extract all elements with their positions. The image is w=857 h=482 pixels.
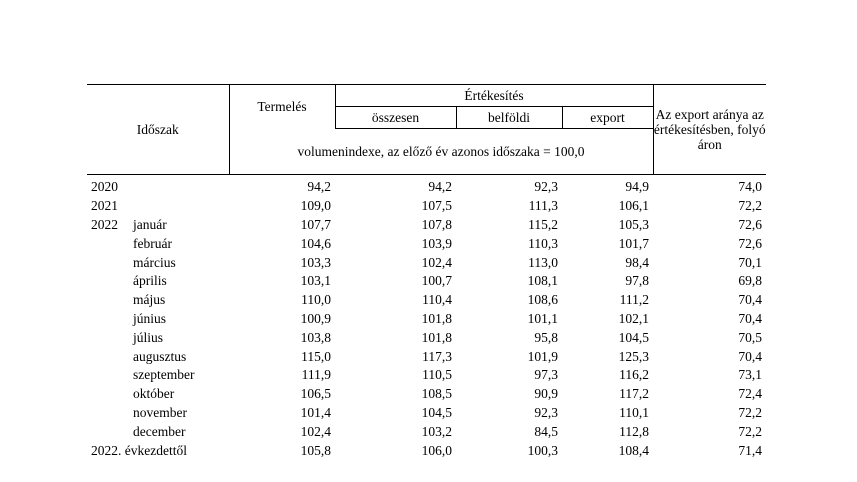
sales-export-cell: 98,4 — [625, 254, 649, 270]
sales-total-cell: 101,8 — [421, 329, 452, 345]
sales-export-cell: 125,3 — [618, 348, 649, 364]
period-cell — [87, 234, 229, 253]
sales-export-cell: 104,5 — [618, 329, 649, 345]
export-share-cell: 72,2 — [738, 198, 762, 214]
sales-export-cell: 97,8 — [625, 273, 649, 289]
export-share-cell: 71,4 — [738, 442, 762, 458]
period-cell — [87, 366, 229, 385]
table-row — [87, 291, 766, 310]
sales-domestic-cell: 90,9 — [534, 386, 558, 402]
year-label: 2020 — [91, 179, 118, 195]
export-share-cell: 74,0 — [738, 179, 762, 195]
period-cell — [87, 272, 229, 291]
sales-domestic-cell: 101,1 — [527, 310, 558, 326]
sales-export-cell: 111,2 — [619, 292, 649, 308]
production-cell: 102,4 — [300, 423, 331, 439]
summary-label: 2022. évkezdettől — [91, 442, 187, 458]
sales-domestic-cell: 111,3 — [528, 198, 558, 214]
month-label: június — [133, 310, 167, 326]
export-share-cell: 70,4 — [738, 310, 762, 326]
summary-row — [87, 441, 766, 460]
month-label: augusztus — [133, 348, 187, 364]
export-share-cell: 72,2 — [738, 404, 762, 420]
header-volume-index-note: volumenindexe, az előző év azonos időszaka = 100,0 — [229, 129, 653, 175]
period-cell — [87, 328, 229, 347]
sales-total-cell: 108,5 — [421, 386, 452, 402]
sales-total-cell: 103,2 — [421, 423, 452, 439]
month-label: május — [133, 292, 166, 308]
month-label: szeptember — [133, 367, 195, 383]
header-sales: Értékesítés — [335, 85, 653, 107]
sales-total-cell: 106,0 — [421, 442, 452, 458]
production-cell: 110,0 — [301, 292, 331, 308]
sales-domestic-cell: 95,8 — [534, 329, 558, 345]
period-cell — [87, 291, 229, 310]
sales-total-cell: 102,4 — [421, 254, 452, 270]
month-label: március — [133, 254, 176, 270]
table-row — [87, 216, 766, 235]
table-row — [87, 328, 766, 347]
period-cell — [87, 197, 229, 216]
sales-total-cell: 101,8 — [421, 310, 452, 326]
table-row — [87, 385, 766, 404]
export-share-cell: 70,5 — [738, 329, 762, 345]
production-cell: 103,8 — [300, 329, 331, 345]
production-cell: 94,2 — [307, 179, 331, 195]
sales-domestic-cell: 108,6 — [527, 292, 558, 308]
month-label: július — [133, 329, 164, 345]
month-label: december — [133, 423, 186, 439]
period-cell — [87, 253, 229, 272]
sales-total-cell: 107,8 — [421, 216, 452, 232]
header-export-share: Az export aránya az értékesítésben, folyó áron — [653, 85, 766, 175]
export-share-cell: 73,1 — [738, 367, 762, 383]
table-body — [87, 175, 766, 460]
sales-export-cell: 110,1 — [619, 404, 649, 420]
month-label: április — [133, 273, 167, 289]
production-cell: 105,8 — [300, 442, 331, 458]
period-cell — [87, 310, 229, 329]
table-row — [87, 234, 766, 253]
year-label: 2021 — [91, 198, 118, 214]
export-share-cell: 70,4 — [738, 348, 762, 364]
period-cell — [87, 216, 229, 235]
sales-domestic-cell: 115,2 — [528, 216, 558, 232]
month-label: január — [133, 216, 167, 232]
production-cell: 111,9 — [301, 367, 331, 383]
export-share-cell: 70,1 — [738, 254, 762, 270]
sales-export-cell: 112,8 — [619, 423, 649, 439]
table-row — [87, 175, 766, 197]
export-share-cell: 72,2 — [738, 423, 762, 439]
export-share-cell: 70,4 — [738, 292, 762, 308]
table-row — [87, 310, 766, 329]
month-label: november — [133, 404, 187, 420]
sales-domestic-cell: 100,3 — [527, 442, 558, 458]
header-production: Termelés — [229, 85, 335, 129]
table-row — [87, 253, 766, 272]
table-row — [87, 272, 766, 291]
sales-domestic-cell: 101,9 — [527, 348, 558, 364]
industry-volume-table — [87, 84, 766, 460]
sales-export-cell: 101,7 — [618, 235, 649, 251]
year-label: 2022 — [91, 216, 118, 232]
sales-total-cell: 107,5 — [421, 198, 452, 214]
sales-export-cell: 106,1 — [618, 198, 649, 214]
sales-domestic-cell: 92,3 — [534, 179, 558, 195]
production-cell: 104,6 — [300, 235, 331, 251]
sales-domestic-cell: 113,0 — [528, 254, 558, 270]
sales-export-cell: 116,2 — [619, 367, 649, 383]
production-cell: 106,5 — [300, 386, 331, 402]
production-cell: 107,7 — [300, 216, 331, 232]
sales-export-cell: 102,1 — [618, 310, 649, 326]
sales-total-cell: 100,7 — [421, 273, 452, 289]
sales-export-cell: 108,4 — [618, 442, 649, 458]
sales-domestic-cell: 92,3 — [534, 404, 558, 420]
period-cell — [87, 347, 229, 366]
export-share-cell: 72,6 — [738, 235, 762, 251]
table-row — [87, 347, 766, 366]
header-period: Időszak — [87, 85, 229, 175]
sales-total-cell: 110,4 — [422, 292, 452, 308]
production-cell: 115,0 — [301, 348, 331, 364]
sales-domestic-cell: 97,3 — [534, 367, 558, 383]
period-cell — [87, 422, 229, 441]
month-label: február — [133, 235, 172, 251]
sales-total-cell: 110,5 — [422, 367, 452, 383]
header-sales-domestic: belföldi — [456, 107, 562, 129]
sales-total-cell: 117,3 — [422, 348, 452, 364]
production-cell: 103,1 — [300, 273, 331, 289]
sales-domestic-cell: 84,5 — [534, 423, 558, 439]
period-cell — [87, 404, 229, 423]
table-row — [87, 404, 766, 423]
sales-export-cell: 105,3 — [618, 216, 649, 232]
header-sales-export: export — [562, 107, 653, 129]
sales-domestic-cell: 108,1 — [527, 273, 558, 289]
period-cell — [87, 385, 229, 404]
production-cell: 101,4 — [300, 404, 331, 420]
header-sales-total: összesen — [335, 107, 456, 129]
export-share-cell: 69,8 — [738, 273, 762, 289]
sales-domestic-cell: 110,3 — [528, 235, 558, 251]
export-share-cell: 72,4 — [738, 386, 762, 402]
table-row — [87, 366, 766, 385]
sales-total-cell: 104,5 — [421, 404, 452, 420]
production-cell: 103,3 — [300, 254, 331, 270]
table-row — [87, 422, 766, 441]
sales-export-cell: 94,9 — [625, 179, 649, 195]
month-label: október — [133, 386, 175, 402]
period-cell — [87, 175, 229, 197]
production-cell: 109,0 — [300, 198, 331, 214]
sales-export-cell: 117,2 — [619, 386, 649, 402]
table-row — [87, 197, 766, 216]
production-cell: 100,9 — [300, 310, 331, 326]
sales-total-cell: 94,2 — [428, 179, 452, 195]
sales-total-cell: 103,9 — [421, 235, 452, 251]
export-share-cell: 72,6 — [738, 216, 762, 232]
